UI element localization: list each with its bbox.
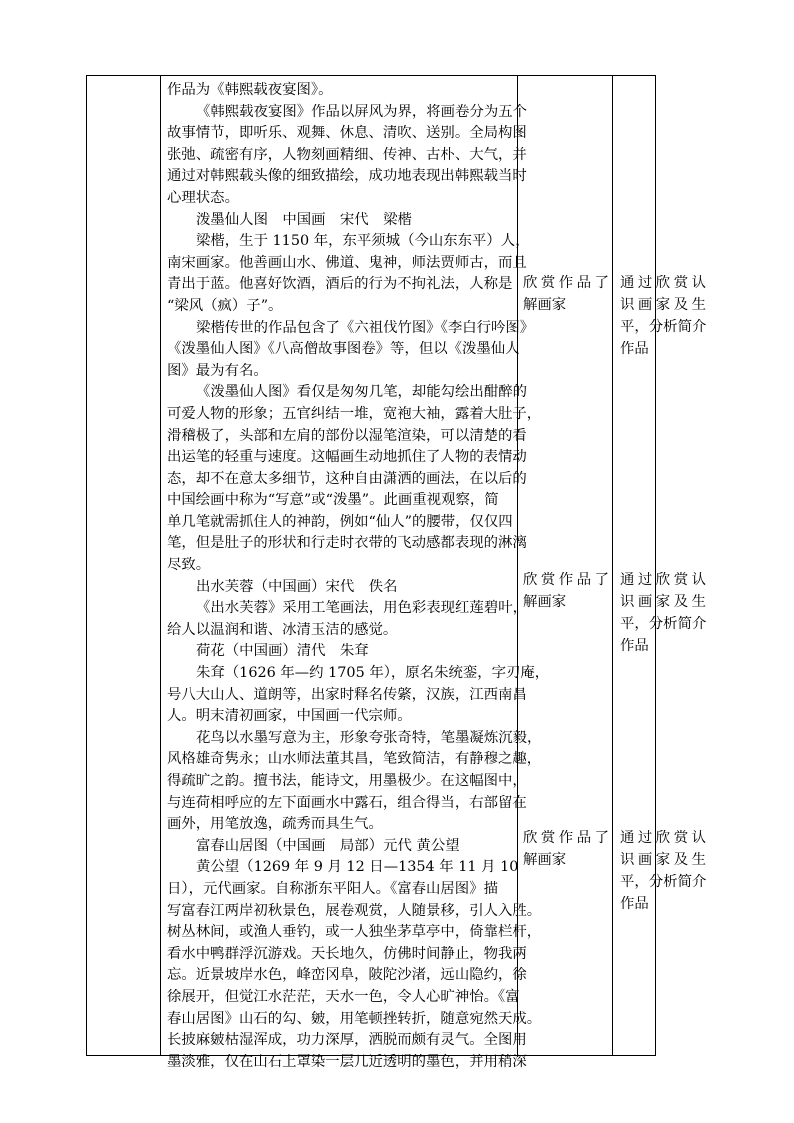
design-intent-cell-2 (620, 569, 706, 657)
content-line: “梁风（疯）子”。 (167, 297, 283, 314)
activity-line: 欣赏作品了 (523, 275, 609, 291)
content-line: 朱耷（1626 年—约 1705 年），原名朱统銮，字刃庵， (196, 665, 550, 682)
content-line: 态，却不在意太多细节，这种自由潇洒的画法，在以后的 (167, 470, 527, 487)
intent-line: 作品 (620, 896, 649, 912)
content-line: 画外，用笔放逸，疏秀而具生气。 (167, 816, 383, 833)
content-line: 尽致。 (167, 557, 211, 574)
intent-line: 平，分析简介 (620, 616, 707, 632)
content-line: 心理状态。 (167, 189, 239, 206)
activity-line: 解画家 (523, 852, 567, 868)
content-line: 写富春江两岸初秋景色，展卷观赏，人随景移，引人入胜。 (167, 902, 542, 919)
intent-line: 平，分析简介 (620, 319, 707, 335)
content-line: 给人以温润和谐、冰清玉洁的感觉。 (167, 621, 398, 638)
design-intent-cell-1 (620, 272, 706, 360)
content-line: 作品为《韩熙载夜宴图》。 (167, 82, 333, 98)
activity-line: 欣赏作品了 (523, 830, 609, 846)
intent-line: 作品 (620, 341, 649, 357)
content-line: 通过对韩熙载头像的细致描绘，成功地表现出韩熙载当时 (167, 168, 527, 185)
content-line: 花鸟以水墨写意为主，形象夸张奇特，笔墨凝炼沉毅， (196, 729, 542, 746)
content-line: 《泼墨仙人图》看仅是匆匆几笔，却能勾绘出酣醉的 (196, 384, 527, 401)
content-line: 树丛林间，或渔人垂钓，或一人独坐茅草亭中，倚靠栏杆， (167, 924, 542, 941)
intent-line: 通过欣赏认 (620, 275, 706, 291)
student-activity-cell-1 (523, 272, 609, 316)
content-line: 忘。近景坡岸水色，峰峦冈阜，陂陀沙渚，远山隐约，徐 (167, 967, 527, 984)
content-line: 梁楷，生于 1150 年，东平须城（今山东东平）人， (196, 233, 530, 250)
content-line: 日），元代画家。自称浙东平阳人。《富春山居图》描 (167, 880, 498, 897)
content-line: 墨淡雅，仅在山石上罩染一层几近透明的墨色，并用稍深 (167, 1053, 527, 1070)
content-line: 《韩熙载夜宴图》作品以屏风为界，将画卷分为五个 (196, 103, 527, 120)
content-line: 《泼墨仙人图》《八高僧故事图卷》等，但以《泼墨仙人 (167, 341, 520, 358)
activity-line: 解画家 (523, 594, 567, 610)
content-line: 出运笔的轻重与速度。这幅画生动地抓住了人物的表情动 (167, 449, 527, 466)
lesson-plan-table (86, 75, 707, 1070)
content-line: 荷花（中国画）清代 朱耷 (196, 643, 369, 660)
content-line: 南宋画家。他善画山水、佛道、鬼神，师法贾师古，而且 (167, 254, 527, 271)
content-line: 单几笔就需抓住人的神韵，例如“仙人”的腰带，仅仅四 (167, 513, 513, 530)
content-line: 故事情节，即听乐、观舞、休息、清吹、送别。全局构图 (167, 125, 527, 142)
content-line: 长披麻皴枯湿浑成，功力深厚，洒脱而颇有灵气。全图用 (167, 1032, 527, 1049)
content-line: 徐展开，但觉江水茫茫，天水一色，令人心旷神怡。《富 (167, 988, 520, 1005)
content-line: 图》最为有名。 (167, 362, 268, 379)
column-divider (612, 76, 613, 1055)
intent-line: 识画家及生 (620, 297, 706, 313)
intent-line: 识画家及生 (620, 852, 706, 868)
content-line: 滑稽极了，头部和左肩的部份以湿笔渲染，可以清楚的看 (167, 427, 527, 444)
activity-line: 解画家 (523, 297, 567, 313)
intent-line: 通过欣赏认 (620, 572, 706, 588)
content-line: 得疏旷之韵。擅书法，能诗文，用墨极少。在这幅图中， (167, 773, 527, 789)
content-line: 中国绘画中称为“写意”或“泼墨”。此画重视观察，简 (167, 492, 499, 509)
content-line: 笔，但是肚子的形状和行走时衣带的飞动感都表现的淋漓 (167, 535, 527, 552)
intent-line: 识画家及生 (620, 594, 706, 610)
content-line: 泼墨仙人图 中国画 宋代 梁楷 (196, 211, 412, 228)
content-line: 出水芙蓉（中国画）宋代 佚名 (196, 578, 398, 595)
content-line: 春山居图》山石的勾、皴，用笔顿挫转折，随意宛然天成。 (167, 1010, 542, 1027)
content-line: 梁楷传世的作品包含了《六祖伐竹图》《李白行吟图》 (196, 319, 535, 336)
content-line: 人。明末清初画家，中国画一代宗师。 (167, 708, 412, 725)
content-line: 与连荷相呼应的左下面画水中露石，组合得当，右部留在 (167, 794, 527, 811)
content-line: 青出于蓝。他喜好饮酒，酒后的行为不拘礼法，人称是 (167, 276, 513, 293)
content-line: 《出水芙蓉》采用工笔画法，用色彩表现红莲碧叶， (196, 600, 527, 617)
content-line: 黄公望（1269 年 9 月 12 日—1354 年 11 月 10 (196, 859, 519, 876)
content-line: 富春山居图（中国画 局部）元代 黄公望 (196, 837, 460, 854)
content-line: 看水中鸭群浮沉游戏。天长地久，仿佛时间静止，物我两 (167, 945, 527, 962)
student-activity-cell-2 (523, 569, 609, 613)
activity-line: 欣赏作品了 (523, 572, 609, 588)
intent-line: 平，分析简介 (620, 874, 707, 890)
content-line: 可爱人物的形象；五官纠结一堆，宽袍大袖，露着大肚子， (167, 405, 542, 422)
content-line: 号八大山人、道朗等，出家时释名传綮，汉族，江西南昌 (167, 686, 527, 703)
content-line: 风格雄奇隽永；山水师法董其昌，笔致简洁，有静穆之趣， (167, 751, 542, 768)
intent-line: 作品 (620, 638, 649, 654)
intent-line: 通过欣赏认 (620, 830, 706, 846)
content-line: 张弛、疏密有序，人物刻画精细、传神、古朴、大气，并 (167, 146, 527, 163)
design-intent-cell-3 (620, 827, 706, 915)
student-activity-cell-3 (523, 827, 609, 871)
